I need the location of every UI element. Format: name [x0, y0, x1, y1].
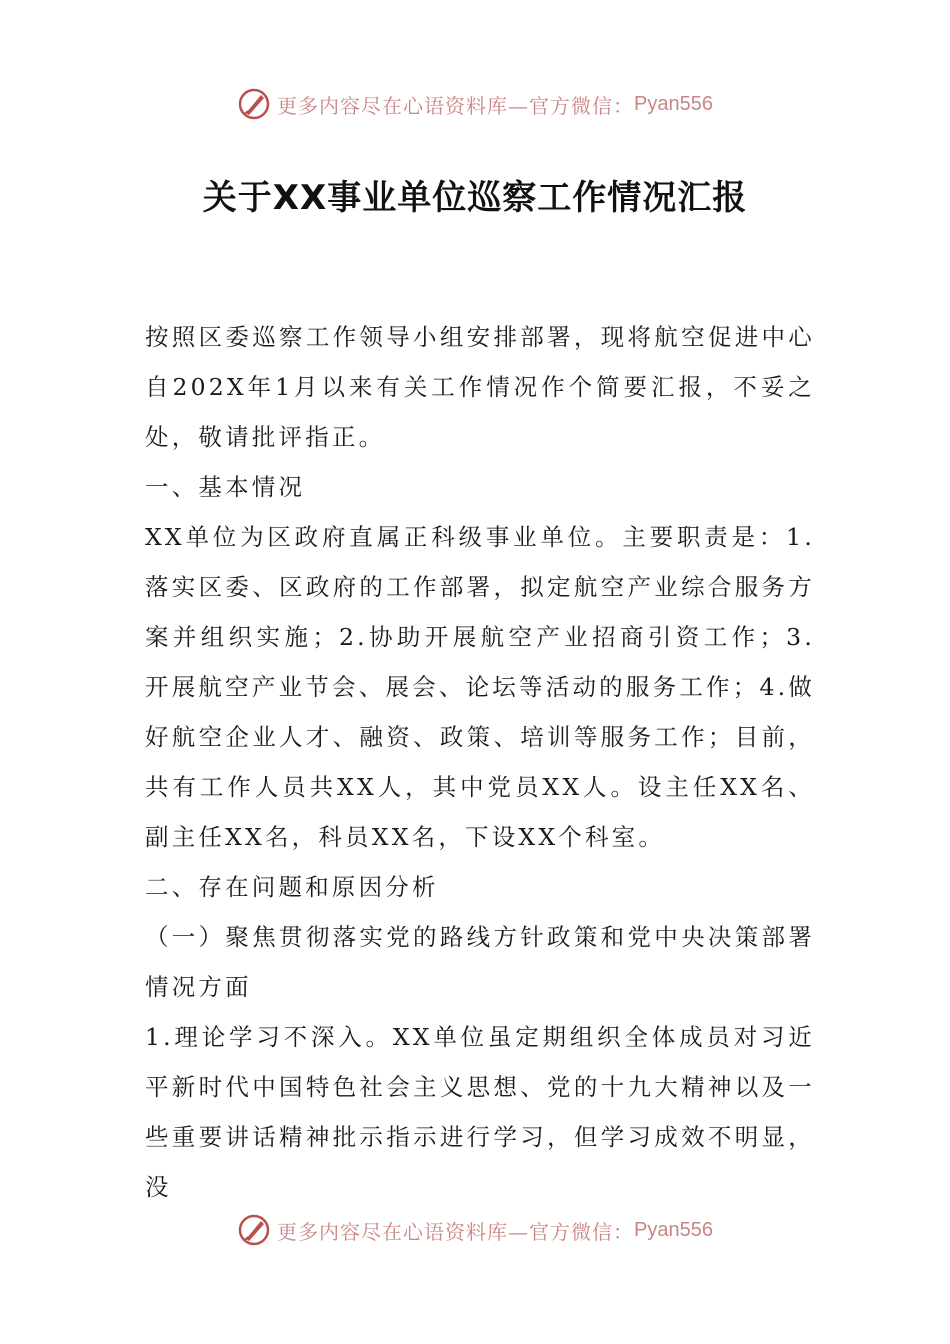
document-title: 关于XX事业单位巡察工作情况汇报: [202, 178, 748, 218]
document-body: [145, 312, 815, 1212]
subsection-heading-1: （一）聚焦贯彻落实党的路线方针政策和党中央决策部署情况方面: [145, 923, 815, 1001]
paragraph-intro: 按照区委巡察工作领导小组安排部署，现将航空促进中心自202X年1月以来有关工作情况作个简要汇报，不妥之处，敬请批评指正。: [145, 323, 815, 451]
quill-pen-circle-icon: [237, 1213, 271, 1247]
paragraph-basic-info: XX单位为区政府直属正科级事业单位。主要职责是：1.落实区委、区政府的工作部署，拟定航空产业综合服务方案并组织实施；2.协助开展航空产业招商引资工作；3.开展航空产业节会、展会、论坛等活动的服务工作；4.做好航空企业人才、融资、政策、培训等服务工作；目前，共有工作人员共XX人，其中党员XX人。设主任XX名、副主任XX名，科员XX名，下设XX个科室。: [145, 523, 815, 851]
paragraph-theory-study: 1.理论学习不深入。XX单位虽定期组织全体成员对习近平新时代中国特色社会主义思想、党的十九大精神以及一些重要讲话精神批示指示进行学习，但学习成效不明显，没: [145, 1023, 815, 1201]
watermark-text: 更多内容尽在心语资料库—官方微信：: [277, 1219, 635, 1244]
section-heading-basic: 一、基本情况: [145, 473, 306, 501]
watermark-wechat-id: Pyan556: [634, 92, 713, 115]
watermark-text: 更多内容尽在心语资料库—官方微信：: [277, 93, 635, 118]
watermark-wechat-id: Pyan556: [634, 1218, 713, 1241]
watermark-header: [0, 84, 950, 124]
quill-pen-circle-icon: [237, 87, 271, 121]
watermark-footer: [0, 1210, 950, 1250]
section-heading-problems: 二、存在问题和原因分析: [145, 873, 439, 901]
